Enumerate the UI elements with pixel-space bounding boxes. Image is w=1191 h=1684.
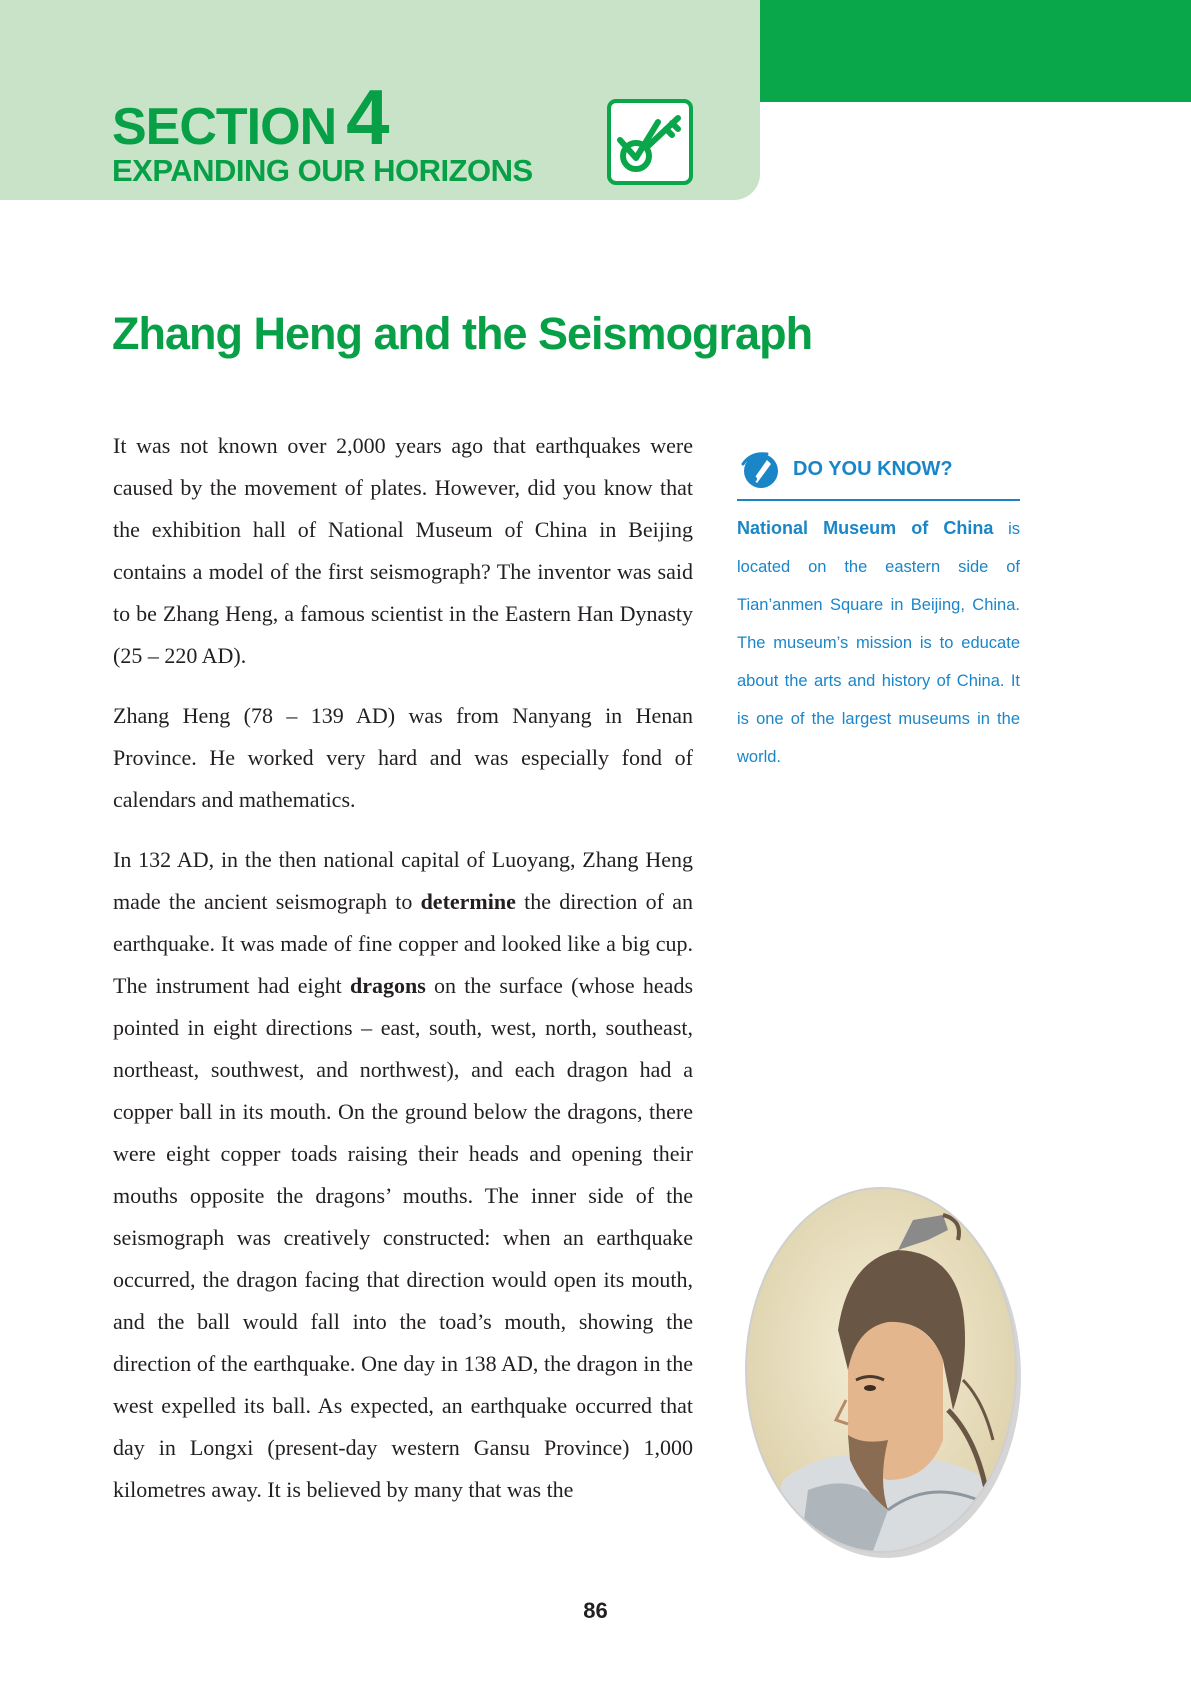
page-number: 86 [583,1598,608,1623]
page-title: Zhang Heng and the Seismograph [112,308,813,359]
do-you-know-text [737,509,1020,776]
do-you-know-body: is located on the eastern side of Tian’anmen Square in Beijing, China. The museum’s mission is to educate about the arts and history of China. It is one of the largest museums in the world. [737,520,1020,766]
section-word: SECTION [112,98,337,156]
section-subtitle: EXPANDING OUR HORIZONS [112,153,533,188]
do-you-know-title: DO YOU KNOW? [793,457,953,480]
section-number: 4 [346,73,389,161]
pen-circle-icon [737,446,783,492]
keyword-determine: determine [420,889,516,914]
header-accent-block [760,0,1191,102]
paragraph-3-text-a: In 132 AD, in the then national capital of Luoyang, Zhang Heng made the ancient seismograph to [113,847,693,914]
section-heading [112,73,389,161]
paragraph-3-text-c: on the surface (whose heads pointed in eight directions – east, south, west, north, southeast, northeast, southwest, and northwest), and each dragon had a copper ball in its mouth. On the ground below the dragons, there were eight copper toads raising their heads and opening their mouths opposite the dragons’ mouths. The inner side of the seismograph was creatively constructed: when an earthquake occurred, the dragon facing that direction would open its mouth, and the ball would fall into the toad’s mouth, showing the direction of the earthquake. One day in 138 AD, the dragon in the west expelled its ball. As expected, an earthquake occurred that day in Longxi (present-day western Gansu Province) 1,000 kilometres away. It is believed by many that was the [113,973,694,1502]
main-text-column [113,425,693,1529]
keyword-dragons: dragons [350,973,426,998]
paragraph-2: Zhang Heng (78 – 139 AD) was from Nanyang in Henan Province. He worked very hard and was especially fond of calendars and mathematics. [113,703,693,812]
do-you-know-divider [737,499,1020,501]
zhang-heng-portrait [738,1180,1028,1565]
do-you-know-box [737,445,1020,776]
do-you-know-lead: National Museum of China [737,518,994,538]
paragraph-1: It was not known over 2,000 years ago that earthquakes were caused by the movement of plates. However, did you know that the exhibition hall of National Museum of China in Beijing contains a model of the first seismograph? The inventor was said to be Zhang Heng, a famous scientist in the Eastern Han Dynasty (25 – 220 AD). [113,433,693,668]
do-you-know-header [737,445,1020,493]
key-checkbox-icon [606,98,694,186]
paragraph-3 [113,839,693,1511]
paragraph-3-text-b: the direction of an earthquake. It was made of fine copper and looked like a big cup. The instrument had eight [113,889,693,998]
